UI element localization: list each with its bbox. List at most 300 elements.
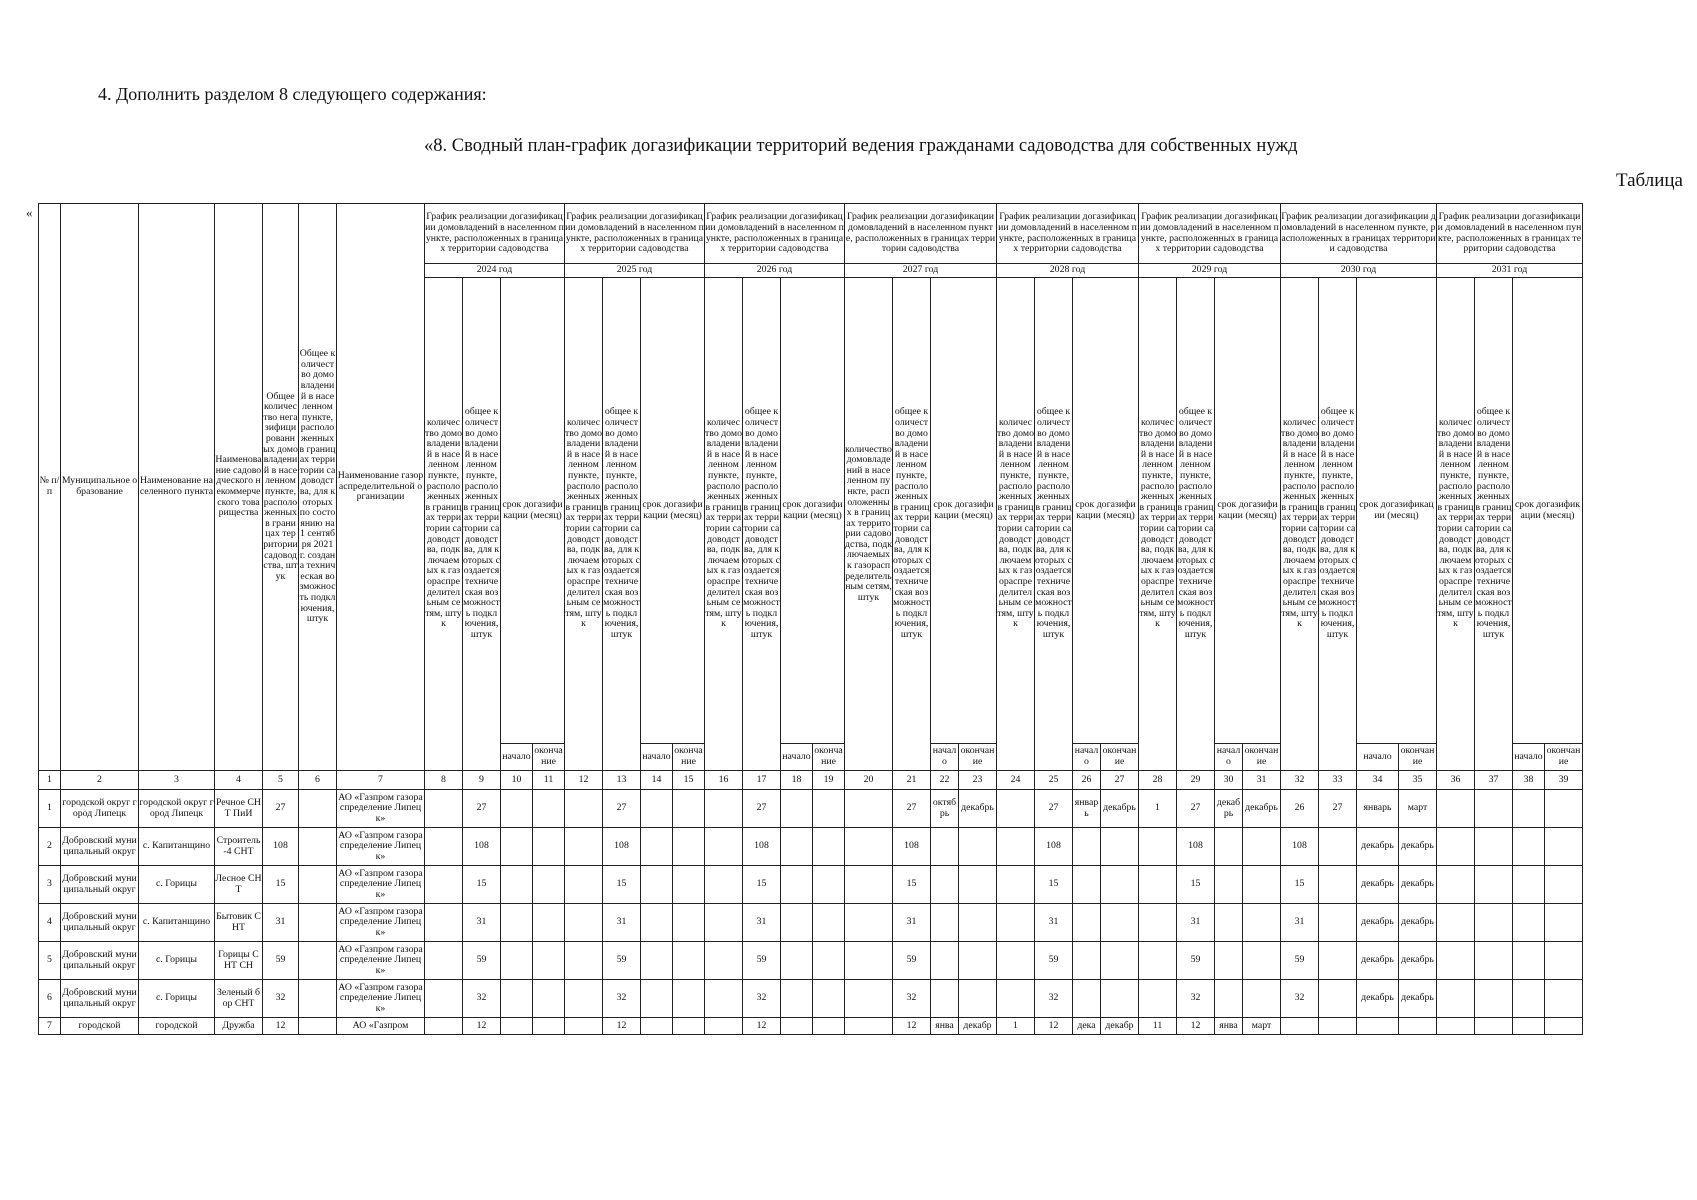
row-capability-count: 12 xyxy=(463,1018,501,1035)
header-start: начало xyxy=(1357,744,1399,771)
column-number: 33 xyxy=(1319,771,1357,790)
row-capability-count: 27 xyxy=(1035,790,1073,828)
row-term-start xyxy=(1513,942,1545,980)
column-number: 3 xyxy=(139,771,215,790)
row-capability-count: 27 xyxy=(893,790,931,828)
row-total-count xyxy=(299,866,337,904)
header-end: окончание xyxy=(959,744,997,771)
header-end: окончание xyxy=(813,744,845,771)
row-connected-count xyxy=(425,942,463,980)
row-term-start xyxy=(931,904,959,942)
row-connected-count xyxy=(997,866,1035,904)
row-term-end: декабрь xyxy=(1399,980,1437,1018)
row-connected-count xyxy=(565,790,603,828)
row-settlement: городской xyxy=(139,1018,215,1035)
row-term-start xyxy=(1073,904,1101,942)
row-term-end: декабрь xyxy=(1101,790,1139,828)
row-gas-organization: АО «Газпром газораспределение Липецк» xyxy=(337,942,425,980)
row-term-start xyxy=(931,866,959,904)
row-term-end xyxy=(1101,828,1139,866)
row-capability-count: 27 xyxy=(603,790,641,828)
column-number: 31 xyxy=(1243,771,1281,790)
header-connected-count: количество домовладений в населенном пункте, расположенных в границах территории садоводства, подключаемых к газораспределительным сетям, штук xyxy=(1281,278,1319,771)
header-start: начало xyxy=(781,744,813,771)
row-term-end xyxy=(813,980,845,1018)
header-start: начало xyxy=(501,744,533,771)
row-municipality: Добровский муниципальный округ xyxy=(61,866,139,904)
row-term-start xyxy=(931,828,959,866)
row-term-end xyxy=(813,904,845,942)
row-connected-count: 108 xyxy=(1281,828,1319,866)
row-connected-count xyxy=(845,866,893,904)
row-connected-count xyxy=(1437,1018,1475,1035)
row-term-end xyxy=(533,790,565,828)
row-gas-organization: АО «Газпром газораспределение Липецк» xyxy=(337,866,425,904)
header-capability-count: общее количество домовладений в населенном пункте, расположенных в границах территории садоводства, для которых создается техническая возможность подключения, штук xyxy=(893,278,931,771)
row-term-end xyxy=(813,790,845,828)
row-term-end: декабр xyxy=(1101,1018,1139,1035)
row-municipality: Добровский муниципальный округ xyxy=(61,904,139,942)
column-number: 1 xyxy=(39,771,61,790)
row-connected-count xyxy=(705,980,743,1018)
row-term-end xyxy=(533,866,565,904)
row-connected-count xyxy=(845,980,893,1018)
table-row xyxy=(39,828,1583,866)
row-capability-count: 32 xyxy=(603,980,641,1018)
row-capability-count: 31 xyxy=(893,904,931,942)
row-term-end xyxy=(1545,904,1583,942)
row-capability-count: 108 xyxy=(1035,828,1073,866)
header-connected-count: количество домовладений в населенном пункте, расположенных в границах территории садоводства, подключаемых к газораспределительным сетям, штук xyxy=(565,278,603,771)
header-start: начало xyxy=(1073,744,1101,771)
header-year-group: График реализации догазификации домовладений в населенном пункте, расположенных в границах территории садоводства xyxy=(1139,204,1281,264)
row-term-start xyxy=(781,1018,813,1035)
row-capability-count: 32 xyxy=(463,980,501,1018)
row-term-end xyxy=(1545,1018,1583,1035)
header-term: срок догазификации (месяц) xyxy=(1215,278,1281,744)
column-number: 32 xyxy=(1281,771,1319,790)
row-term-end: декабрь xyxy=(1243,790,1281,828)
row-term-end xyxy=(1243,866,1281,904)
column-number: 16 xyxy=(705,771,743,790)
row-term-start xyxy=(931,980,959,1018)
row-term-start xyxy=(1215,942,1243,980)
column-number: 39 xyxy=(1545,771,1583,790)
row-term-start xyxy=(1513,866,1545,904)
header-year: 2026 год xyxy=(705,264,845,278)
column-number: 36 xyxy=(1437,771,1475,790)
row-gas-organization: АО «Газпром газораспределение Липецк» xyxy=(337,828,425,866)
row-snt: Зеленый бор СНТ xyxy=(215,980,263,1018)
row-connected-count: 26 xyxy=(1281,790,1319,828)
row-term-end xyxy=(959,904,997,942)
row-snt: Горицы СНТ СН xyxy=(215,942,263,980)
row-term-start xyxy=(1357,1018,1399,1035)
row-number: 2 xyxy=(39,828,61,866)
row-connected-count xyxy=(1139,980,1177,1018)
row-connected-count xyxy=(425,790,463,828)
header-capability-count: общее количество домовладений в населенном пункте, расположенных в границах территории садоводства, для которых создается техническая возможность подключения, штук xyxy=(1177,278,1215,771)
row-term-end xyxy=(959,980,997,1018)
row-term-end xyxy=(1101,980,1139,1018)
row-term-start xyxy=(641,866,673,904)
row-non-gasified-count: 32 xyxy=(263,980,299,1018)
row-municipality: Добровский муниципальный округ xyxy=(61,942,139,980)
row-connected-count xyxy=(1437,904,1475,942)
row-connected-count xyxy=(845,790,893,828)
row-capability-count: 108 xyxy=(893,828,931,866)
column-number: 10 xyxy=(501,771,533,790)
column-number: 14 xyxy=(641,771,673,790)
column-number: 5 xyxy=(263,771,299,790)
row-term-end: декабрь xyxy=(1399,942,1437,980)
column-number: 37 xyxy=(1475,771,1513,790)
row-capability-count: 108 xyxy=(743,828,781,866)
table-row xyxy=(39,980,1583,1018)
header-capability-count: общее количество домовладений в населенном пункте, расположенных в границах территории садоводства, для которых создается техническая возможность подключения, штук xyxy=(1475,278,1513,771)
row-connected-count xyxy=(997,942,1035,980)
row-capability-count: 32 xyxy=(743,980,781,1018)
row-term-end xyxy=(813,942,845,980)
header-total-count: Общее количество домовладений в населенном пункте, расположенных в границах территории садоводства, для которых по состоянию на 1 сентября 2021 г. создана техническая возможность подключения, штук xyxy=(299,204,337,771)
column-number: 6 xyxy=(299,771,337,790)
row-settlement: городской округ город Липецк xyxy=(139,790,215,828)
row-connected-count xyxy=(565,866,603,904)
row-term-end xyxy=(673,904,705,942)
column-number: 26 xyxy=(1073,771,1101,790)
row-term-end xyxy=(1545,866,1583,904)
column-number: 20 xyxy=(845,771,893,790)
row-term-start xyxy=(1215,828,1243,866)
header-connected-count: количество домовладений в населенном пункте, расположенных в границах территории садоводства, подключаемых к газораспределительным сетям, штук xyxy=(705,278,743,771)
row-term-end xyxy=(673,828,705,866)
row-term-start xyxy=(1513,904,1545,942)
row-capability-count xyxy=(1319,828,1357,866)
row-term-start: январь xyxy=(1357,790,1399,828)
header-start: начало xyxy=(1215,744,1243,771)
row-connected-count: 59 xyxy=(1281,942,1319,980)
row-non-gasified-count: 27 xyxy=(263,790,299,828)
row-connected-count: 15 xyxy=(1281,866,1319,904)
row-gas-organization: АО «Газпром газораспределение Липецк» xyxy=(337,980,425,1018)
row-settlement: с. Горицы xyxy=(139,866,215,904)
plan-title: «8. Сводный план-график догазификации территорий ведения гражданами садоводства для собственных нужд xyxy=(424,136,1298,156)
table-row xyxy=(39,942,1583,980)
row-term-start xyxy=(781,828,813,866)
row-capability-count: 32 xyxy=(893,980,931,1018)
row-connected-count xyxy=(1281,1018,1319,1035)
row-term-end xyxy=(959,866,997,904)
row-term-end xyxy=(1243,942,1281,980)
column-number: 28 xyxy=(1139,771,1177,790)
row-non-gasified-count: 12 xyxy=(263,1018,299,1035)
row-term-start: январь xyxy=(1073,790,1101,828)
column-number: 11 xyxy=(533,771,565,790)
row-term-end: декабрь xyxy=(1399,866,1437,904)
header-connected-count: количество домовладений в населенном пункте, расположенных в границах территории садоводства, подключаемых к газораспределительным сетям, штук xyxy=(1139,278,1177,771)
column-number: 13 xyxy=(603,771,641,790)
column-number: 9 xyxy=(463,771,501,790)
header-term: срок догазификации (месяц) xyxy=(501,278,565,744)
row-capability-count: 59 xyxy=(603,942,641,980)
row-capability-count xyxy=(1319,980,1357,1018)
column-number: 23 xyxy=(959,771,997,790)
row-snt: Речное СНТ ПиИ xyxy=(215,790,263,828)
row-municipality: городской xyxy=(61,1018,139,1035)
row-connected-count xyxy=(705,828,743,866)
row-number: 7 xyxy=(39,1018,61,1035)
row-term-end xyxy=(1101,866,1139,904)
row-capability-count xyxy=(1475,866,1513,904)
row-term-end xyxy=(673,1018,705,1035)
row-term-end: декабр xyxy=(959,1018,997,1035)
row-term-start xyxy=(781,866,813,904)
row-capability-count: 27 xyxy=(463,790,501,828)
row-connected-count xyxy=(1437,866,1475,904)
row-connected-count xyxy=(845,942,893,980)
header-end: окончание xyxy=(1545,744,1583,771)
row-snt: Бытовик СНТ xyxy=(215,904,263,942)
row-connected-count xyxy=(705,790,743,828)
row-term-start xyxy=(1073,828,1101,866)
row-number: 4 xyxy=(39,904,61,942)
row-term-end xyxy=(1399,1018,1437,1035)
header-year: 2028 год xyxy=(997,264,1139,278)
column-number: 7 xyxy=(337,771,425,790)
row-connected-count xyxy=(705,1018,743,1035)
row-connected-count xyxy=(425,904,463,942)
row-connected-count xyxy=(705,904,743,942)
row-total-count xyxy=(299,1018,337,1035)
column-number: 17 xyxy=(743,771,781,790)
row-term-start: декабрь xyxy=(1357,904,1399,942)
row-capability-count: 27 xyxy=(1319,790,1357,828)
header-end: окончание xyxy=(1101,744,1139,771)
row-capability-count: 59 xyxy=(1177,942,1215,980)
header-term: срок догазификации (месяц) xyxy=(1357,278,1437,744)
row-capability-count: 108 xyxy=(1177,828,1215,866)
row-non-gasified-count: 15 xyxy=(263,866,299,904)
header-number: № п/п xyxy=(39,204,61,771)
header-gas-organization: Наименование газораспределительной организации xyxy=(337,204,425,771)
row-snt: Строитель-4 СНТ xyxy=(215,828,263,866)
header-year: 2029 год xyxy=(1139,264,1281,278)
header-term: срок догазификации (месяц) xyxy=(1073,278,1139,744)
row-capability-count: 32 xyxy=(1035,980,1073,1018)
column-number: 21 xyxy=(893,771,931,790)
table-row xyxy=(39,904,1583,942)
header-end: окончание xyxy=(533,744,565,771)
header-year: 2030 год xyxy=(1281,264,1437,278)
row-term-start xyxy=(1215,904,1243,942)
header-term: срок догазификации (месяц) xyxy=(1513,278,1583,744)
row-term-start xyxy=(641,942,673,980)
row-connected-count: 1 xyxy=(1139,790,1177,828)
header-capability-count: общее количество домовладений в населенном пункте, расположенных в границах территории садоводства, для которых создается техническая возможность подключения, штук xyxy=(1035,278,1073,771)
row-term-start xyxy=(1513,828,1545,866)
row-term-end xyxy=(673,980,705,1018)
row-capability-count: 15 xyxy=(603,866,641,904)
column-number-row xyxy=(39,771,1583,790)
header-year-group: График реализации догазификации домовладений в населенном пункте, расположенных в границах территории садоводства xyxy=(1281,204,1437,264)
column-number: 15 xyxy=(673,771,705,790)
header-term: срок догазификации (месяц) xyxy=(931,278,997,744)
row-capability-count: 15 xyxy=(1035,866,1073,904)
row-connected-count xyxy=(997,980,1035,1018)
header-year-group: График реализации догазификации домовладений в населенном пункте, расположенных в границах территории садоводства xyxy=(845,204,997,264)
row-capability-count xyxy=(1475,980,1513,1018)
row-term-start xyxy=(501,790,533,828)
row-term-start: декабрь xyxy=(1215,790,1243,828)
header-year: 2024 год xyxy=(425,264,565,278)
column-number: 19 xyxy=(813,771,845,790)
row-term-start xyxy=(501,904,533,942)
row-capability-count xyxy=(1475,904,1513,942)
header-year: 2031 год xyxy=(1437,264,1583,278)
table-row xyxy=(39,1018,1583,1035)
row-gas-organization: АО «Газпром газораспределение Липецк» xyxy=(337,904,425,942)
header-non-gasified-count: Общее количество негазифицированных домовладений в населенном пункте, расположенных в границах территории садоводства, штук xyxy=(263,204,299,771)
header-start: начало xyxy=(641,744,673,771)
row-term-start xyxy=(781,904,813,942)
row-term-end: март xyxy=(1399,790,1437,828)
row-connected-count xyxy=(425,866,463,904)
row-term-end xyxy=(673,942,705,980)
row-term-start xyxy=(641,828,673,866)
row-term-start xyxy=(781,942,813,980)
row-term-start: октябрь xyxy=(931,790,959,828)
row-number: 5 xyxy=(39,942,61,980)
row-term-end xyxy=(1243,904,1281,942)
column-number: 29 xyxy=(1177,771,1215,790)
row-connected-count: 11 xyxy=(1139,1018,1177,1035)
row-capability-count: 32 xyxy=(1177,980,1215,1018)
row-connected-count xyxy=(425,828,463,866)
row-non-gasified-count: 59 xyxy=(263,942,299,980)
header-connected-count: количество домовладений в населенном пункте, расположенных в границах территории садоводства, подключаемых к газораспределительным сетям, штук xyxy=(1437,278,1475,771)
row-capability-count: 59 xyxy=(1035,942,1073,980)
row-capability-count: 31 xyxy=(603,904,641,942)
header-settlement: Наименование населенного пункта xyxy=(139,204,215,771)
row-connected-count xyxy=(1437,790,1475,828)
row-capability-count xyxy=(1319,1018,1357,1035)
row-connected-count xyxy=(845,828,893,866)
row-term-end xyxy=(813,828,845,866)
row-term-start xyxy=(641,1018,673,1035)
row-connected-count xyxy=(565,980,603,1018)
row-term-end xyxy=(1545,790,1583,828)
row-term-start xyxy=(501,866,533,904)
column-number: 30 xyxy=(1215,771,1243,790)
row-term-start xyxy=(931,942,959,980)
row-term-start xyxy=(501,942,533,980)
row-term-end xyxy=(1243,828,1281,866)
row-number: 6 xyxy=(39,980,61,1018)
row-snt: Дружба xyxy=(215,1018,263,1035)
header-end: окончание xyxy=(673,744,705,771)
row-gas-organization: АО «Газпром xyxy=(337,1018,425,1035)
row-capability-count: 12 xyxy=(603,1018,641,1035)
header-start: начало xyxy=(1513,744,1545,771)
row-capability-count xyxy=(1475,1018,1513,1035)
row-non-gasified-count: 31 xyxy=(263,904,299,942)
row-capability-count xyxy=(1475,942,1513,980)
row-capability-count: 31 xyxy=(463,904,501,942)
row-capability-count: 108 xyxy=(463,828,501,866)
row-connected-count xyxy=(565,904,603,942)
header-connected-count: количество домовладений в населенном пункте, расположенных в границах территории садоводства, подключаемых к газораспределительным сетям, штук xyxy=(845,278,893,771)
opening-quote: « xyxy=(26,205,33,220)
row-term-start: декабрь xyxy=(1357,828,1399,866)
row-term-start xyxy=(1215,980,1243,1018)
row-term-start: янва xyxy=(931,1018,959,1035)
row-capability-count: 59 xyxy=(893,942,931,980)
row-capability-count xyxy=(1319,942,1357,980)
row-capability-count: 108 xyxy=(603,828,641,866)
column-number: 38 xyxy=(1513,771,1545,790)
row-term-start xyxy=(641,904,673,942)
header-year-group: График реализации догазификации домовладений в населенном пункте, расположенных в границах территории садоводства xyxy=(565,204,705,264)
row-capability-count: 12 xyxy=(893,1018,931,1035)
row-connected-count xyxy=(997,790,1035,828)
row-term-end xyxy=(813,1018,845,1035)
row-term-end xyxy=(1101,942,1139,980)
row-term-start xyxy=(1073,866,1101,904)
row-capability-count: 15 xyxy=(743,866,781,904)
row-term-start: декабрь xyxy=(1357,980,1399,1018)
column-number: 4 xyxy=(215,771,263,790)
row-term-end xyxy=(1545,942,1583,980)
row-capability-count: 12 xyxy=(1035,1018,1073,1035)
row-term-start xyxy=(1513,790,1545,828)
row-total-count xyxy=(299,790,337,828)
header-year: 2027 год xyxy=(845,264,997,278)
row-term-start: декабрь xyxy=(1357,866,1399,904)
row-connected-count xyxy=(425,980,463,1018)
gasification-schedule-table xyxy=(38,203,1583,1035)
row-term-start xyxy=(1073,980,1101,1018)
row-term-start xyxy=(1215,866,1243,904)
row-term-start: янва xyxy=(1215,1018,1243,1035)
row-connected-count xyxy=(565,1018,603,1035)
row-term-start: декабрь xyxy=(1357,942,1399,980)
row-capability-count: 15 xyxy=(893,866,931,904)
row-connected-count xyxy=(705,866,743,904)
column-number: 35 xyxy=(1399,771,1437,790)
row-capability-count: 31 xyxy=(743,904,781,942)
row-term-end xyxy=(1101,904,1139,942)
row-total-count xyxy=(299,980,337,1018)
header-year-group: График реализации догазификации домовладений в населенном пункте, расположенных в границах территории садоводства xyxy=(425,204,565,264)
row-term-end xyxy=(533,980,565,1018)
column-number: 25 xyxy=(1035,771,1073,790)
row-municipality: городской округ город Липецк xyxy=(61,790,139,828)
row-term-end xyxy=(533,942,565,980)
row-connected-count xyxy=(1139,942,1177,980)
row-term-end: декабрь xyxy=(959,790,997,828)
row-total-count xyxy=(299,828,337,866)
row-connected-count: 1 xyxy=(997,1018,1035,1035)
row-term-start: дека xyxy=(1073,1018,1101,1035)
header-year-group: График реализации догазификации домовладений в населенном пункте, расположенных в границах территории садоводства xyxy=(705,204,845,264)
row-connected-count xyxy=(705,942,743,980)
header-snt: Наименование садоводческого некоммерческого товарищества xyxy=(215,204,263,771)
row-capability-count: 31 xyxy=(1177,904,1215,942)
row-settlement: с. Горицы xyxy=(139,942,215,980)
row-term-start xyxy=(1513,1018,1545,1035)
row-term-end xyxy=(1545,980,1583,1018)
column-number: 18 xyxy=(781,771,813,790)
